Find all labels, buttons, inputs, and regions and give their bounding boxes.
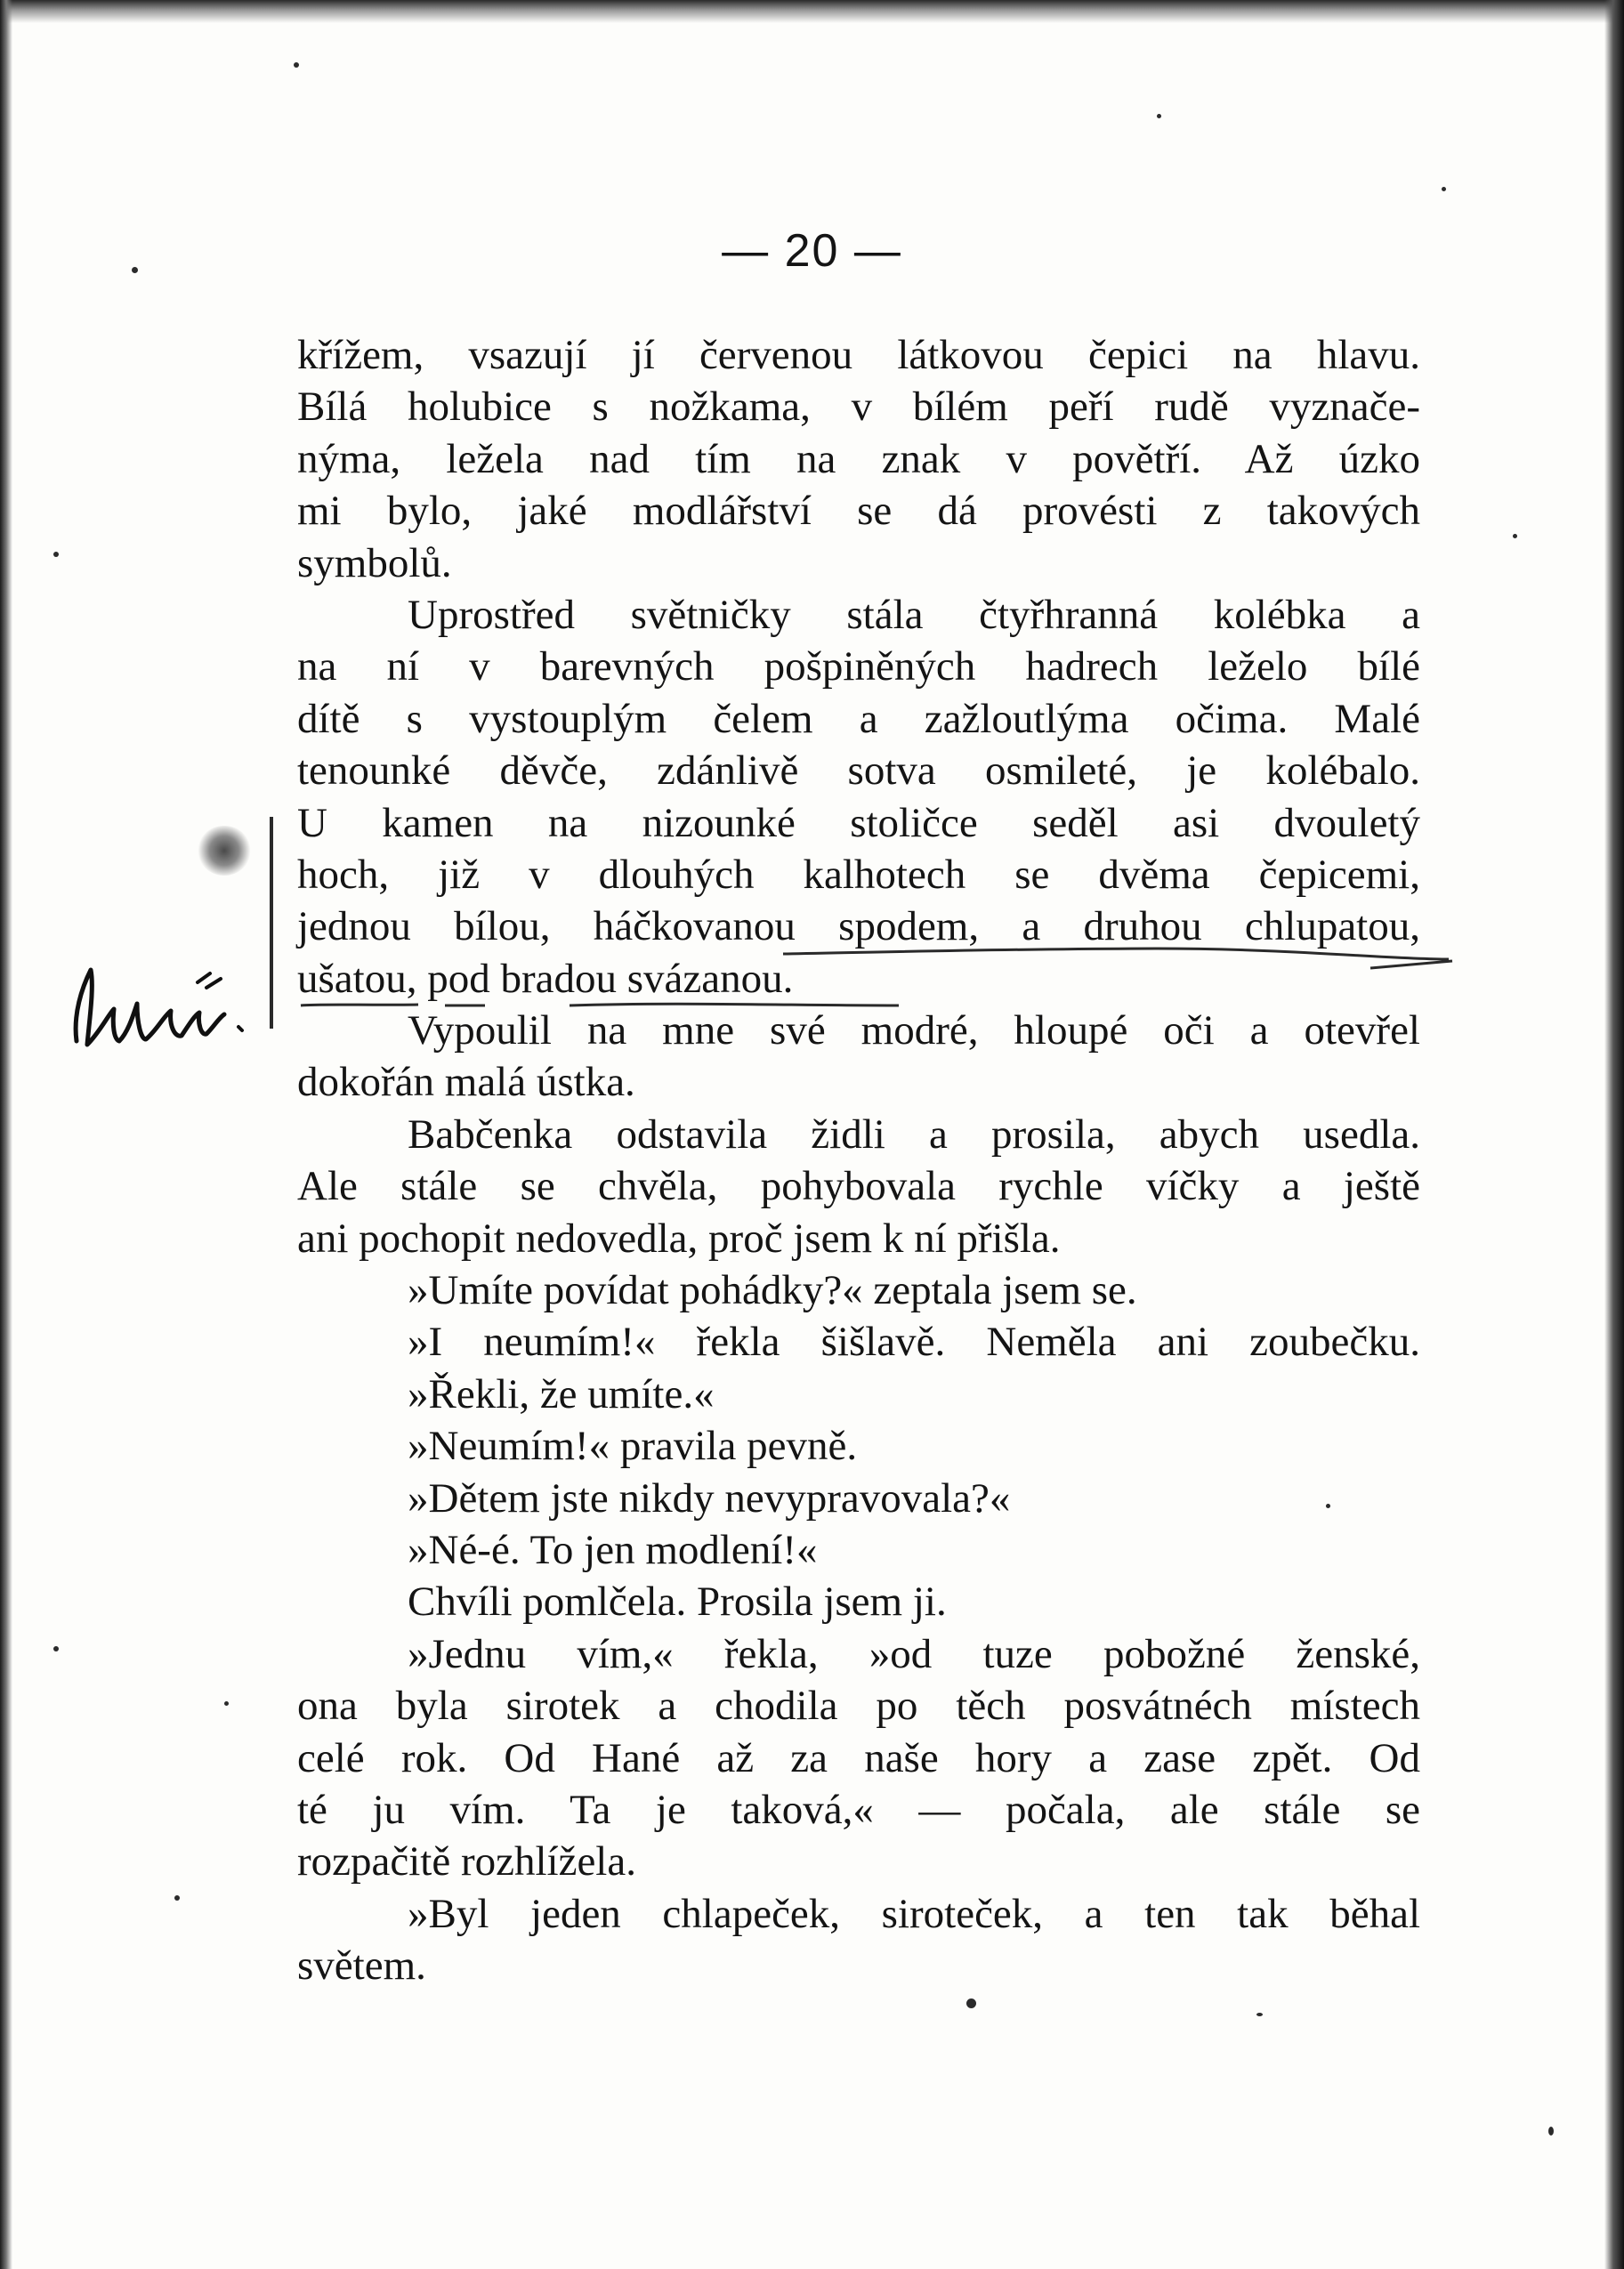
scan-speck <box>1548 2127 1554 2136</box>
text-line: křížem, vsazují jí červenou látkovou čepici na hlavu. <box>297 332 1420 378</box>
text-line: U kamen na nizounké stoličce seděl asi dvouletý <box>297 799 1420 846</box>
text-line: ani pochopit nedovedla, proč jsem k ní přišla. <box>297 1215 1061 1262</box>
scan-edge-right <box>1604 0 1624 2269</box>
text-line: na ní v barevných pošpiněných hadrech leželo bílé <box>297 643 1420 690</box>
text-line: ušatou, pod bradou svázanou. <box>297 955 794 1002</box>
text-line: celé rok. Od Hané až za naše hory a zase zpět. Od <box>297 1734 1420 1781</box>
text-line: Ale stále se chvěla, pohybovala rychle víčky a ještě <box>297 1163 1420 1210</box>
scan-edge-top <box>0 0 1624 23</box>
scan-edge-left <box>0 0 12 2269</box>
text-line: Uprostřed světničky stála čtyřhranná kolébka a <box>408 591 1420 638</box>
text-line: Bílá holubice s nožkama, v bílém peří rudě vyznače- <box>297 384 1420 431</box>
scan-speck <box>1442 187 1446 191</box>
text-line: té ju vím. Ta je taková,« — počala, ale stále se <box>297 1786 1420 1833</box>
scan-speck <box>1513 534 1517 538</box>
text-line: »Neumím!« pravila pevně. <box>408 1423 858 1470</box>
scan-speck <box>1326 1504 1330 1508</box>
text-line: »I neumím!« řekla šišlavě. Neměla ani zoubečku. <box>408 1319 1420 1366</box>
handwritten-margin-note <box>64 952 251 1059</box>
scan-speck <box>294 62 299 68</box>
text-line: dítě s vystouplým čelem a zažloutlýma očima. Malé <box>297 695 1420 742</box>
scan-speck <box>53 1646 59 1651</box>
text-line: ona byla sirotek a chodila po těch posvátnéch místech <box>297 1683 1420 1730</box>
text-line: »Umíte povídat pohádky?« zeptala jsem se. <box>408 1267 1137 1314</box>
text-line: mi bylo, jaké modlářství se dá provésti z takových <box>297 488 1420 535</box>
text-line: nýma, ležela nad tím na znak v povětří. Až úzko <box>297 435 1420 482</box>
body-text <box>297 329 1420 1992</box>
scan-speck <box>174 1895 180 1901</box>
text-line: dokořán malá ústka. <box>297 1059 635 1106</box>
text-line: Babčenka odstavila židli a prosila, abych usedla. <box>408 1110 1420 1158</box>
text-line: »Né-é. To jen modlení!« <box>408 1526 818 1573</box>
text-line: symbolů. <box>297 539 452 586</box>
page-number: — 20 — <box>722 225 902 277</box>
scan-speck <box>966 1998 976 2008</box>
scan-speck <box>1256 2013 1263 2016</box>
text-line: Chvíli pomlčela. Prosila jsem ji. <box>408 1579 947 1626</box>
text-line: »Dětem jste nikdy nevypravovala?« <box>408 1474 1011 1522</box>
text-line: rozpačitě rozhlížela. <box>297 1838 636 1885</box>
text-line: »Řekli, že umíte.« <box>408 1370 715 1417</box>
scan-speck <box>224 1701 229 1706</box>
text-line: Vypoulil na mne své modré, hloupé oči a otevřel <box>408 1007 1420 1054</box>
scan-speck <box>1157 114 1161 118</box>
scan-speck <box>132 267 138 273</box>
text-line: »Jednu vím,« řekla, »od tuze pobožné ženské, <box>408 1630 1420 1677</box>
ink-smudge <box>198 826 251 876</box>
text-line: jednou bílou, háčkovanou spodem, a druhou chlupatou, <box>297 903 1420 950</box>
scan-speck <box>53 552 59 557</box>
margin-bracket-line <box>270 817 273 1029</box>
text-line: hoch, již v dlouhých kalhotech se dvěma čepicemi, <box>297 851 1420 898</box>
text-line: »Byl jeden chlapeček, siroteček, a ten tak běhal <box>408 1890 1420 1937</box>
text-line: tenounké děvče, zdánlivě sotva osmileté, je kolébalo. <box>297 747 1420 795</box>
text-line: světem. <box>297 1942 426 1990</box>
